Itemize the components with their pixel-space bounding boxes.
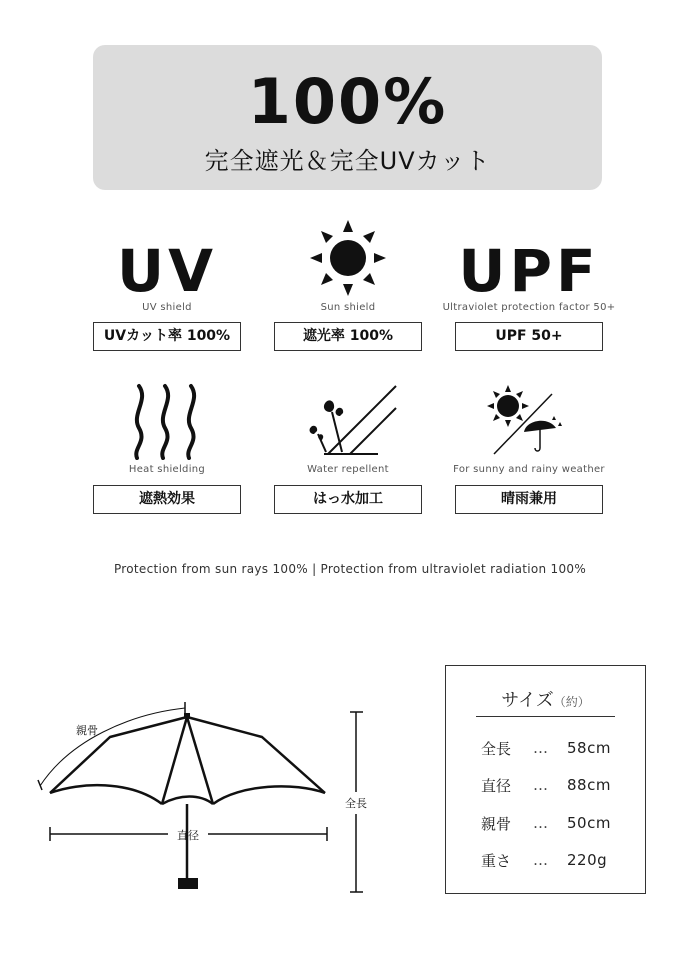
feature-caption: Sun shield	[320, 302, 376, 313]
size-key: 重さ	[481, 851, 512, 870]
feature-caption: For sunny and rainy weather	[453, 464, 605, 475]
headline-percent: 100%	[247, 65, 448, 138]
headline-subtitle: 完全遮光＆完全UVカット	[204, 147, 491, 175]
feature-label: 晴雨兼用	[455, 485, 603, 514]
size-value: 88cm	[567, 776, 611, 794]
size-table	[445, 665, 646, 894]
rib-label: 親骨	[76, 724, 98, 737]
upf-text-icon	[455, 237, 603, 305]
size-sep: …	[533, 851, 548, 869]
uv-icon-text: UV	[117, 237, 217, 305]
size-row	[481, 812, 625, 834]
size-row	[481, 849, 625, 871]
feature-caption: Water repellent	[307, 464, 389, 475]
diameter-label: 直径	[177, 829, 199, 842]
feature-label: 遮光率 100%	[274, 322, 422, 351]
size-row	[481, 737, 625, 759]
protection-tagline: Protection from sun rays 100% | Protection from ultraviolet radiation 100%	[113, 562, 587, 576]
feature-label: UVカット率 100%	[93, 322, 241, 351]
size-sep: …	[533, 776, 548, 794]
feature-label: はっ水加工	[274, 485, 422, 514]
size-sep: …	[533, 814, 548, 832]
heat-waves-icon	[93, 382, 241, 460]
feature-label: UPF 50+	[455, 322, 603, 351]
size-key: 全長	[481, 739, 512, 758]
size-value: 50cm	[567, 814, 611, 832]
uv-text-icon	[93, 237, 241, 305]
size-key: 直径	[481, 776, 512, 795]
sun-and-umbrella-icon	[455, 382, 603, 460]
feature-label: 遮熱効果	[93, 485, 241, 514]
feature-caption: UV shield	[142, 302, 192, 313]
size-title-note: （約）	[553, 695, 590, 709]
headline-banner	[93, 45, 602, 190]
umbrella-dimension-diagram	[30, 700, 380, 900]
size-value: 220g	[567, 851, 608, 869]
size-value: 58cm	[567, 739, 611, 757]
water-repellent-icon	[274, 382, 422, 460]
upf-icon-text: UPF	[458, 237, 600, 305]
size-table-title	[446, 686, 645, 712]
size-title-divider	[476, 716, 615, 717]
feature-caption: Ultraviolet protection factor 50+	[442, 302, 616, 313]
size-title-text: サイズ	[501, 690, 554, 711]
feature-caption: Heat shielding	[128, 464, 206, 475]
size-sep: …	[533, 739, 548, 757]
size-row	[481, 774, 625, 796]
size-key: 親骨	[481, 814, 512, 833]
length-label: 全長	[345, 797, 367, 810]
sun-icon	[274, 218, 422, 298]
